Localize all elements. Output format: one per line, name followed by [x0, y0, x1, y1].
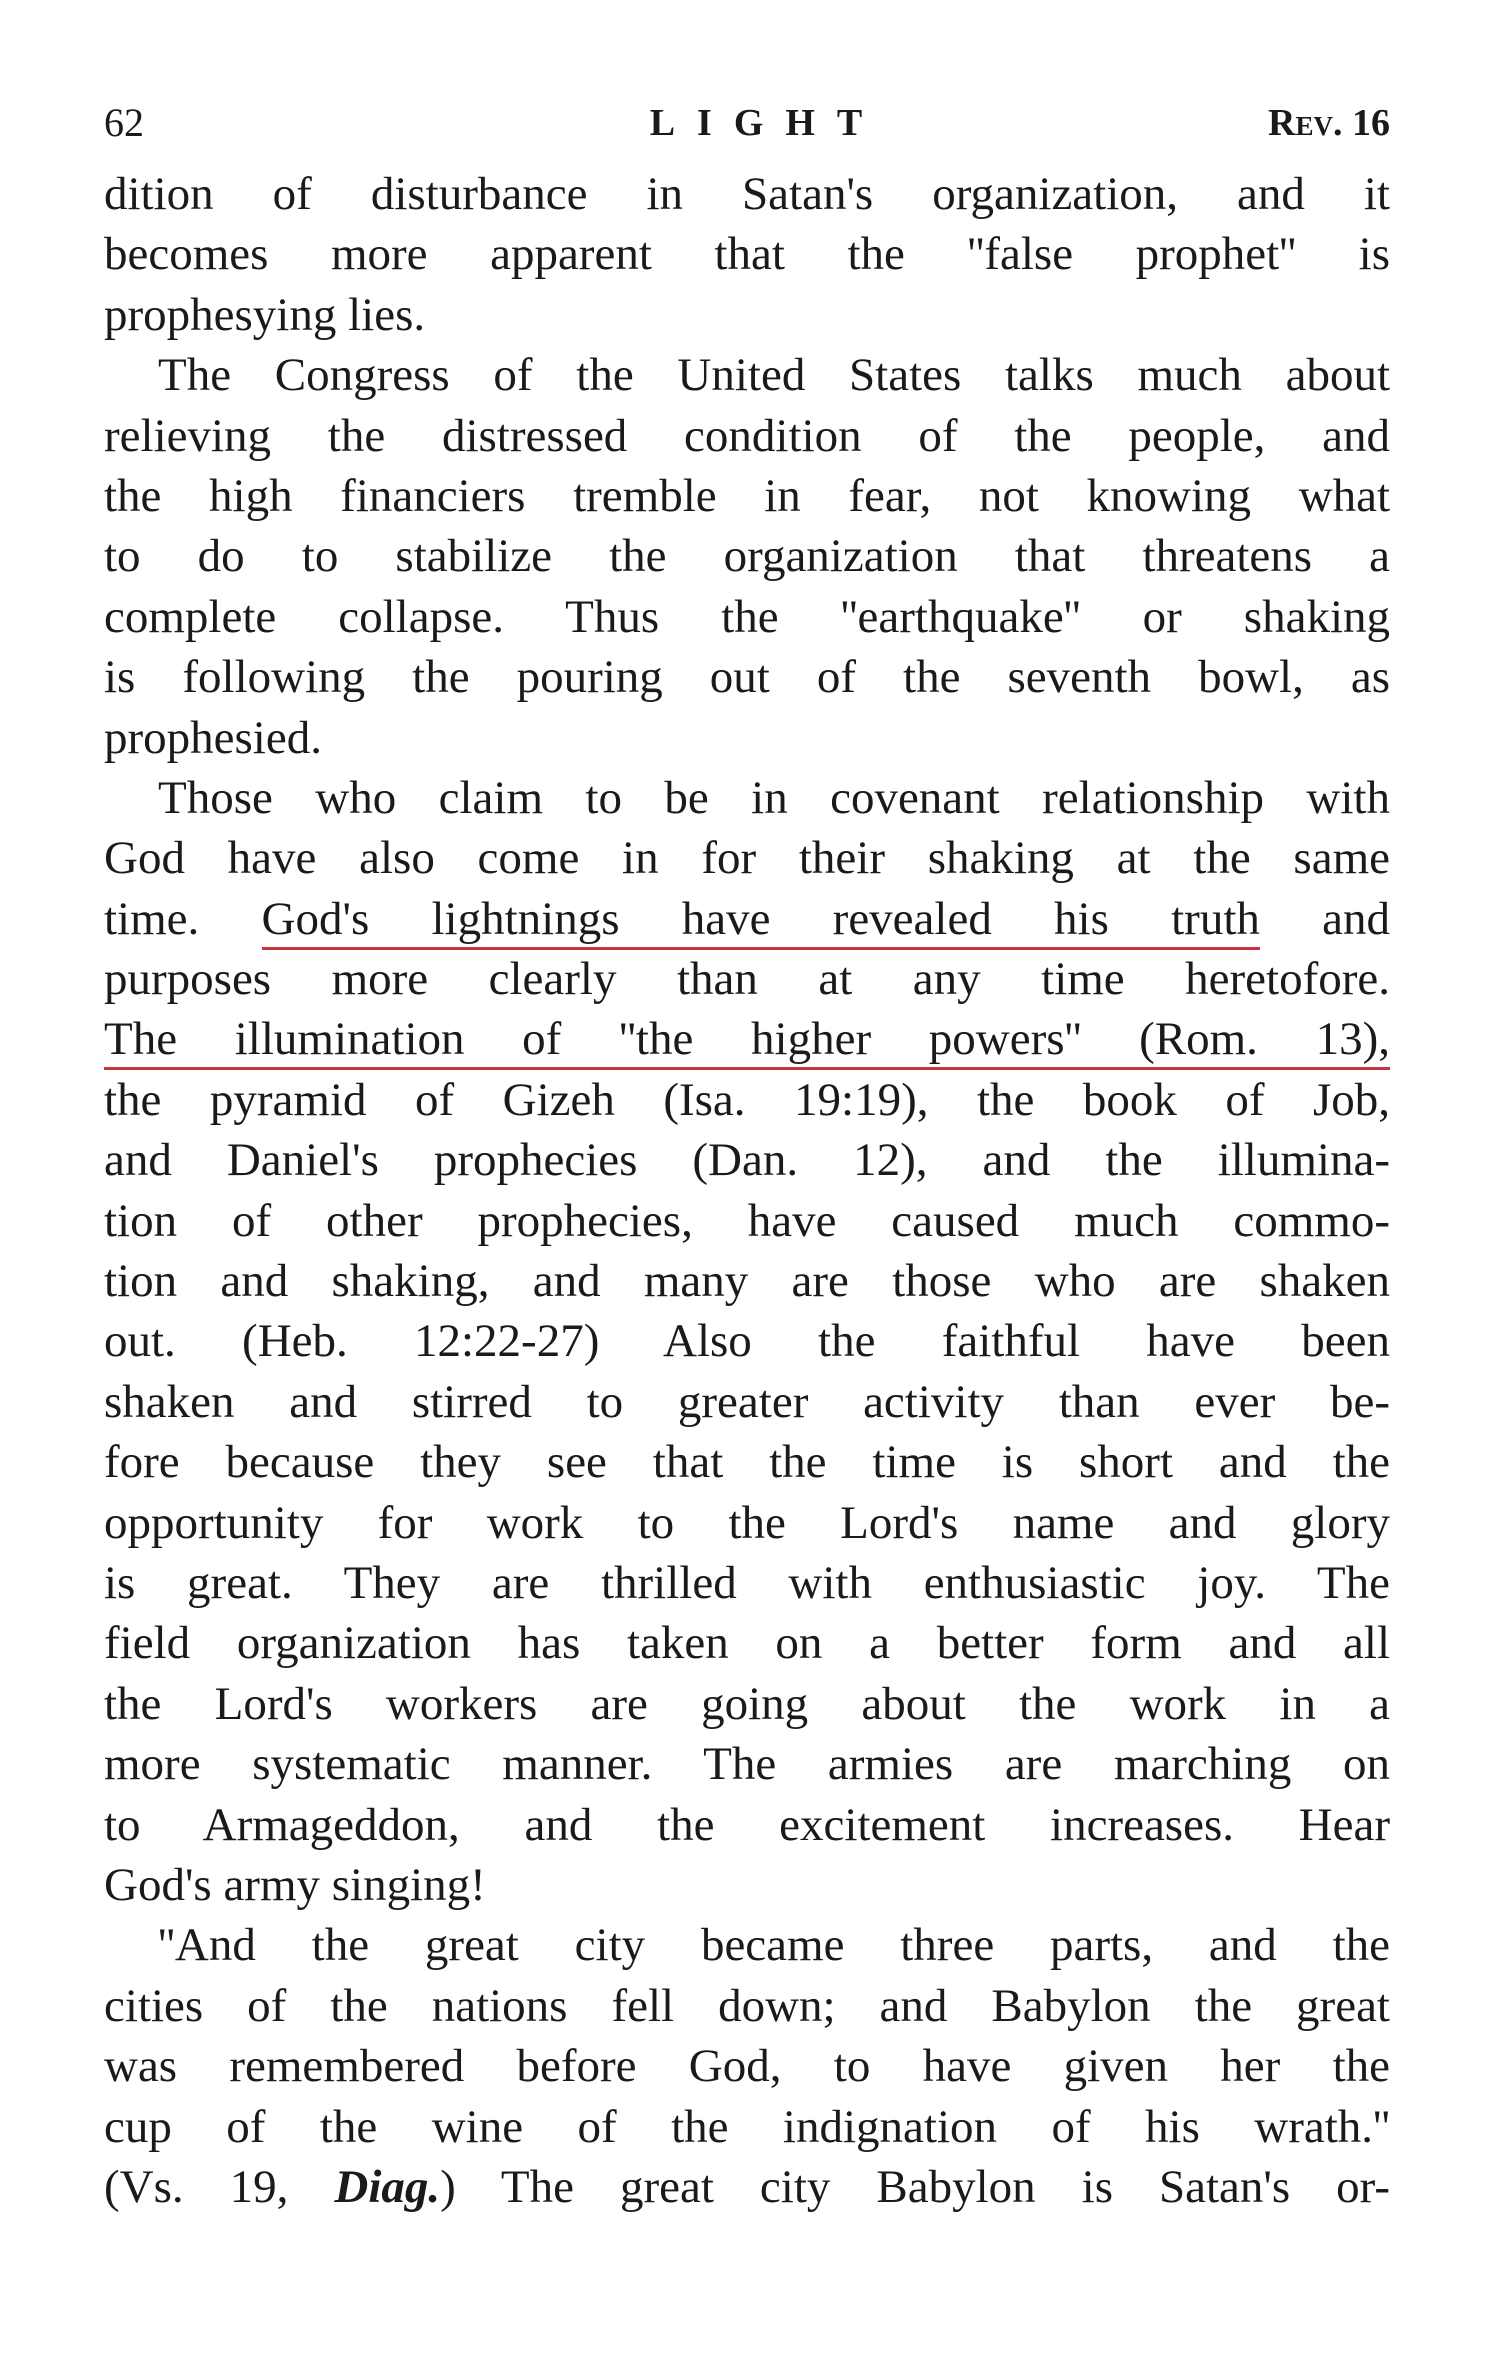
running-head — [104, 88, 1390, 158]
text-line: God's army singing! — [104, 1858, 486, 1911]
text-line — [104, 1009, 1390, 1069]
text-line: prophesied. — [104, 711, 322, 764]
text-line: more systematic manner. The armies are marching on — [104, 1738, 1390, 1791]
book-page — [104, 88, 1390, 2348]
text-line: to Armageddon, and the excitement increases. Hear — [104, 1798, 1390, 1851]
text-line: tion of other prophecies, have caused much commo- — [104, 1194, 1390, 1247]
text-line: cup of the wine of the indignation of his wrath.'' — [104, 2100, 1390, 2153]
text-line: opportunity for work to the Lord's name and glory — [104, 1496, 1390, 1549]
text-line: the high financiers tremble in fear, not knowing what — [104, 469, 1390, 522]
book-title: LIGHT — [649, 102, 885, 144]
text-line: is following the pouring out of the seventh bowl, as — [104, 651, 1390, 704]
text-line: tion and shaking, and many are those who are shaken — [104, 1255, 1390, 1308]
text-line — [104, 889, 1390, 949]
text-line: and Daniel's prophecies (Dan. 12), and the illumina- — [104, 1134, 1390, 1187]
text-line: out. (Heb. 12:22-27) Also the faithful have been — [104, 1315, 1390, 1368]
text-fragment: ) The great city Babylon is Satan's or- — [440, 2160, 1391, 2213]
text-line: The Congress of the United States talks much about — [158, 349, 1390, 402]
text-line: purposes more clearly than at any time heretofore. — [104, 953, 1390, 1006]
text-line: was remembered before God, to have given her the — [104, 2040, 1390, 2093]
text-fragment: and — [1322, 892, 1391, 945]
text-line: dition of disturbance in Satan's organization, and it — [104, 168, 1390, 220]
text-fragment: time. — [104, 892, 200, 945]
text-fragment: (Vs. 19, — [104, 2160, 289, 2213]
text-line: relieving the distressed condition of the people, and — [104, 409, 1390, 462]
underlined-passage: God's lightnings have revealed his truth — [262, 893, 1260, 950]
text-line: becomes more apparent that the ''false prophet'' is — [104, 228, 1390, 281]
text-line: shaken and stirred to greater activity than ever be- — [104, 1375, 1390, 1428]
text-line: the pyramid of Gizeh (Isa. 19:19), the book of Job, — [104, 1073, 1390, 1126]
body-text — [104, 164, 1390, 2217]
text-line: Those who claim to be in covenant relationship with — [158, 771, 1390, 824]
text-line: fore because they see that the time is short and the — [104, 1436, 1390, 1489]
text-line: is great. They are thrilled with enthusiastic joy. The — [104, 1556, 1390, 1609]
text-line — [104, 2157, 1390, 2217]
page-number: 62 — [104, 100, 144, 145]
chapter-reference: Rev. 16 — [1268, 102, 1390, 144]
underlined-passage: The illumination of ''the higher powers'' (Rom. 13), — [104, 1013, 1390, 1070]
text-line: the Lord's workers are going about the work in a — [104, 1677, 1390, 1730]
text-line: complete collapse. Thus the ''earthquake'' or shaking — [104, 590, 1390, 643]
italic-abbreviation: Diag. — [334, 2160, 441, 2213]
text-line: field organization has taken on a better form and all — [104, 1617, 1390, 1670]
text-line: ''And the great city became three parts, and the — [158, 1919, 1390, 1972]
text-line: to do to stabilize the organization that threatens a — [104, 530, 1390, 583]
text-line: cities of the nations fell down; and Babylon the great — [104, 1979, 1390, 2032]
text-line: God have also come in for their shaking at the same — [104, 832, 1390, 885]
text-line: prophesying lies. — [104, 288, 426, 341]
